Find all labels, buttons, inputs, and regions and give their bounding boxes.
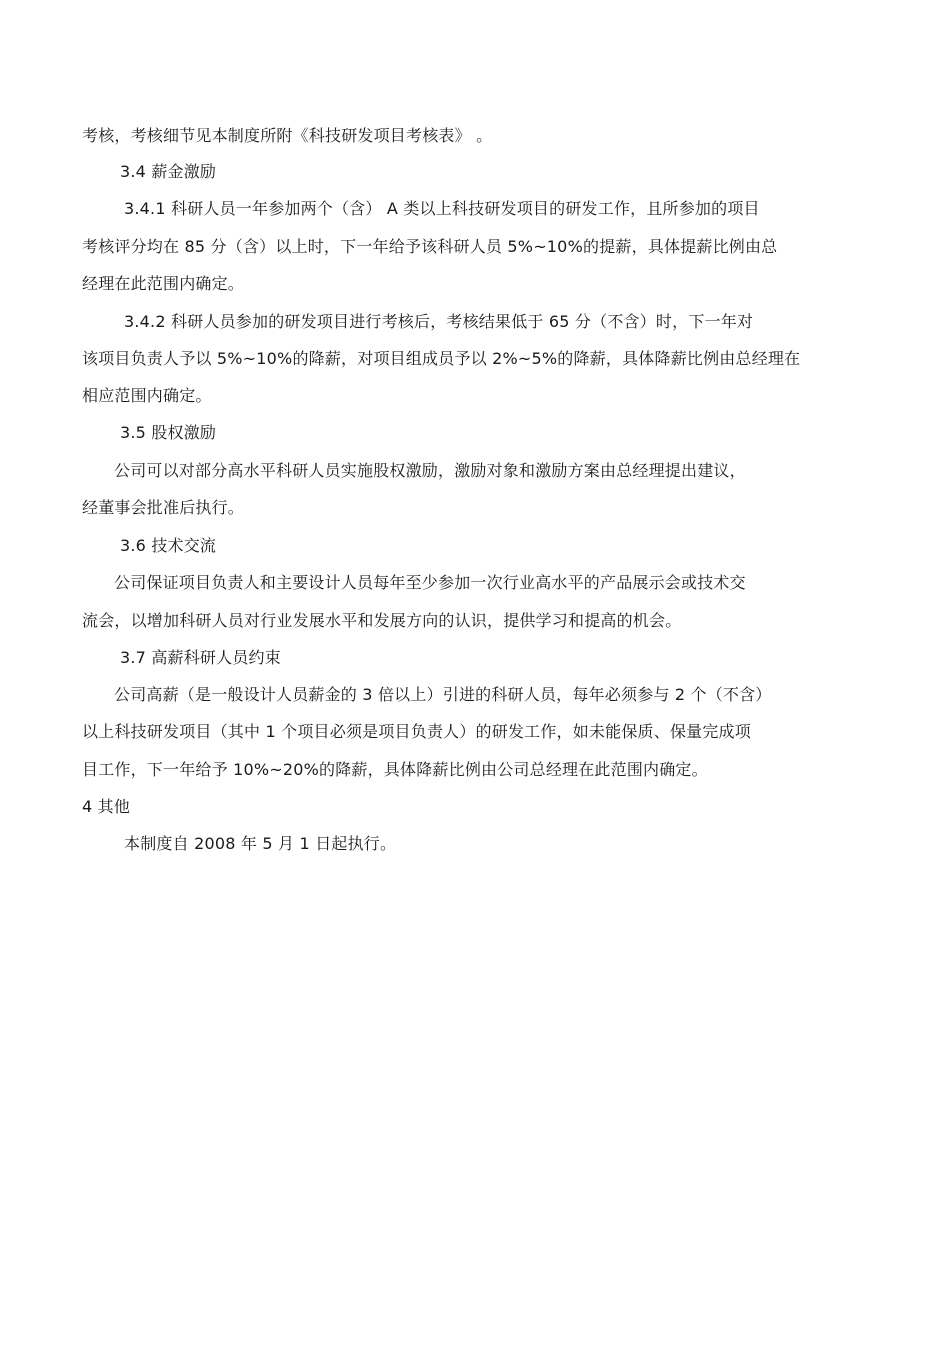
text-line: 该项目负责人予以 5%~10%的降薪，对项目组成员予以 2%~5%的降薪，具体降薪比例由总经理在	[82, 349, 801, 368]
text-line: 考核评分均在 85 分（含）以上时，下一年给予该科研人员 5%~10%的提薪，具体提薪比例由总	[82, 237, 778, 256]
text-line: 以上科技研发项目（其中 1 个项目必须是项目负责人）的研发工作，如未能保质、保量完成项	[82, 722, 751, 741]
section-heading: 3.4 薪金激励	[120, 162, 217, 181]
text-line: 相应范围内确定。	[82, 386, 212, 405]
text-line: 流会，以增加科研人员对行业发展水平和发展方向的认识，提供学习和提高的机会。	[82, 611, 682, 630]
section-heading: 4 其他	[82, 797, 131, 816]
text-line: 公司保证项目负责人和主要设计人员每年至少参加一次行业高水平的产品展示会或技术交	[114, 573, 746, 592]
section-heading: 3.5 股权激励	[120, 423, 217, 442]
text-line: 公司可以对部分高水平科研人员实施股权激励，激励对象和激励方案由总经理提出建议，	[114, 461, 746, 480]
section-heading: 3.7 高薪科研人员约束	[120, 648, 281, 667]
text-line: 本制度自 2008 年 5 月 1 日起执行。	[124, 834, 397, 853]
text-line: 公司高薪（是一般设计人员薪金的 3 倍以上）引进的科研人员，每年必须参与 2 个（不含）	[114, 685, 772, 704]
text-line: 3.4.2 科研人员参加的研发项目进行考核后，考核结果低于 65 分（不含）时，下一年对	[124, 312, 754, 331]
text-line: 经董事会批准后执行。	[82, 498, 245, 517]
text-line: 经理在此范围内确定。	[82, 274, 245, 293]
section-heading: 3.6 技术交流	[120, 536, 217, 555]
text-line: 考核，考核细节见本制度所附《科技研发项目考核表》 。	[82, 126, 493, 145]
text-line: 目工作，下一年给予 10%~20%的降薪，具体降薪比例由公司总经理在此范围内确定。	[82, 760, 708, 779]
text-line: 3.4.1 科研人员一年参加两个（含） A 类以上科技研发项目的研发工作，且所参加的项目	[124, 199, 760, 218]
